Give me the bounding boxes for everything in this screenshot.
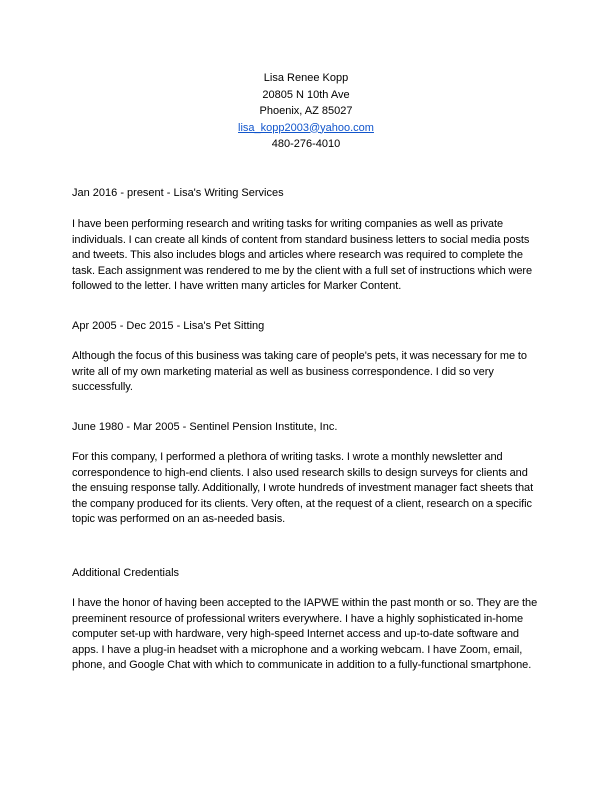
- section-body-credentials: I have the honor of having been accepted to the IAPWE within the past month or so. They are the preeminent resource of professional writers everywhere. I have a highly sophisticated in-home computer set-up with hardware, very high-speed Internet access and up-to-date software and apps. I have a plug-in headset with a microphone and a working webcam. I have Zoom, email, phone, and Google Chat with which to communicate in addition to a fully-functional smartphone.: [72, 597, 538, 672]
- contact-city: Phoenix, AZ 85027: [259, 105, 353, 117]
- section-heading-credentials: Additional Credentials: [72, 567, 180, 579]
- section-heading-sentinel: June 1980 - Mar 2005 - Sentinel Pension Institute, Inc.: [72, 421, 338, 433]
- contact-address: 20805 N 10th Ave: [262, 88, 350, 101]
- section-heading-pet-sitting: Apr 2005 - Dec 2015 - Lisa's Pet Sitting: [72, 320, 265, 332]
- section-body-sentinel: For this company, I performed a plethora of writing tasks. I wrote a monthly newsletter and correspondence to high-end clients. I also used research skills to design surveys for clients and the ensuing response tally. Additionally, I wrote hundreds of investment manager fact sheets that the company produced for its clients. Very often, at the request of a client, research on a specific topic was performed on an as-needed basis.: [72, 451, 534, 526]
- section-body-pet-sitting: Although the focus of this business was taking care of people's pets, it was necessary for me to write all of my own marketing material as well as business correspondence. I did so very successfully.: [72, 350, 527, 394]
- contact-phone: 480-276-4010: [271, 138, 341, 150]
- section-heading-writing-services: Jan 2016 - present - Lisa's Writing Services: [72, 187, 284, 199]
- contact-name: Lisa Renee Kopp: [263, 72, 349, 84]
- section-body-writing-services: I have been performing research and writing tasks for writing companies as well as private individuals. I can create all kinds of content from standard business letters to social media posts and tweets. This also includes blogs and articles where research was required to complete the task. Each assignment was rendered to me by the client with a full set of instructions which were followed to the letter. I have written many articles for Marker Content.: [72, 218, 533, 293]
- contact-email-link[interactable]: lisa_kopp2003@yahoo.com: [238, 121, 374, 134]
- contact-header: [0, 70, 612, 153]
